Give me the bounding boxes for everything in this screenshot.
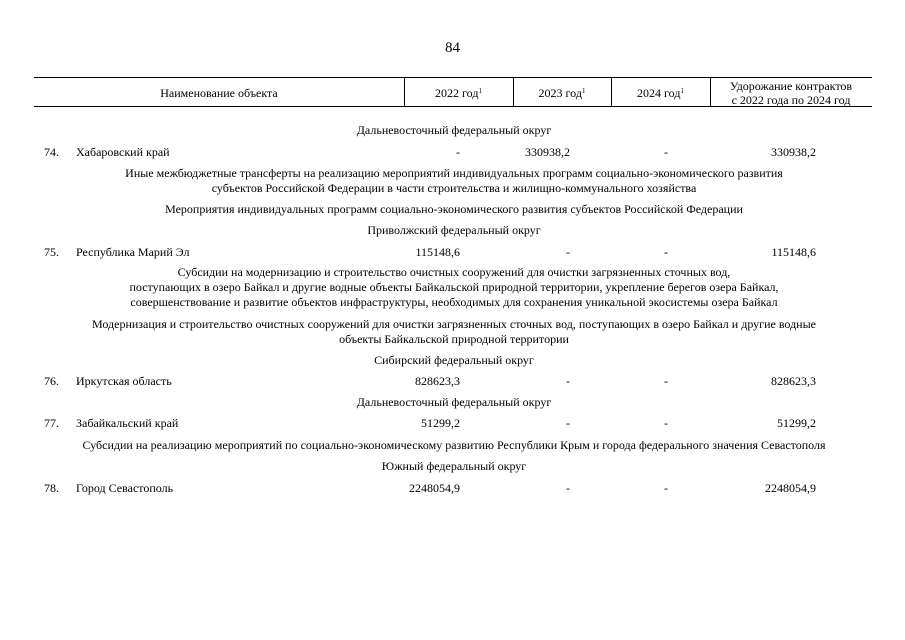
row-increase: 2248054,9 — [765, 481, 816, 495]
section-heading: Сибирский федеральный округ — [374, 353, 534, 367]
row-name: Хабаровский край — [76, 145, 170, 159]
row-number: 77. — [44, 416, 59, 430]
row-2024: - — [664, 416, 668, 430]
row-2022: 51299,2 — [421, 416, 460, 430]
section-heading: Южный федеральный округ — [381, 459, 527, 473]
row-2022: - — [456, 145, 460, 159]
row-increase: 115148,6 — [771, 245, 816, 259]
header-name: Наименование объекта — [160, 86, 278, 100]
row-2023: - — [566, 374, 570, 388]
page-number: 84 — [445, 40, 460, 56]
row-2024: - — [664, 145, 668, 159]
row-2023: - — [566, 416, 570, 430]
row-2023: - — [566, 481, 570, 495]
header-increase: Удорожание контрактов с 2022 года по 2024 год — [729, 79, 853, 107]
row-2023: - — [566, 245, 570, 259]
section-heading: Модернизация и строительство очистных сооружений для очистки загрязненных сточных вод, поступающих в озеро Байкал и другие водные объекты Байкальской природной территории — [91, 317, 816, 346]
row-name: Иркутская область — [76, 374, 172, 388]
row-2023: 330938,2 — [525, 145, 570, 159]
row-number: 76. — [44, 374, 59, 388]
section-heading: Субсидии на модернизацию и строительство очистных сооружений для очистки загрязненных сточных вод, поступающих в озеро Байкал и другие водные объекты Байкальской природной территории, укрепление берегов озера Байкал, совершенствование и развитие объектов инфраструктуры, необходимых для сохранения уникальной экосистемы озера Байкал — [129, 265, 779, 309]
row-number: 74. — [44, 145, 59, 159]
row-increase: 330938,2 — [771, 145, 816, 159]
row-2024: - — [664, 374, 668, 388]
row-increase: 828623,3 — [771, 374, 816, 388]
section-heading: Приволжский федеральный округ — [367, 223, 541, 237]
row-name: Забайкальский край — [76, 416, 179, 430]
row-2024: - — [664, 481, 668, 495]
row-2024: - — [664, 245, 668, 259]
row-number: 75. — [44, 245, 59, 259]
row-increase: 51299,2 — [777, 416, 816, 430]
section-heading: Дальневосточный федеральный округ — [356, 123, 552, 137]
row-2022: 2248054,9 — [409, 481, 460, 495]
row-number: 78. — [44, 481, 59, 495]
row-name: Республика Марий Эл — [76, 245, 190, 259]
header-2024: 2024 год$^1$ — [637, 86, 684, 100]
row-name: Город Севастополь — [76, 481, 174, 495]
header-2023: 2023 год$^1$ — [538, 86, 586, 100]
section-heading: Субсидии на реализацию мероприятий по социально-экономическому развитию Республики Крым и города федерального значения Севастополя — [82, 438, 826, 452]
header-top-border — [34, 77, 872, 78]
header-2022: 2022 год$^1$ — [435, 86, 482, 100]
section-heading: Дальневосточный федеральный округ — [356, 395, 552, 409]
row-2022: 115148,6 — [415, 245, 460, 259]
section-heading: Мероприятия индивидуальных программ социально-экономического развития субъектов Российской Федерации — [165, 202, 743, 216]
row-2022: 828623,3 — [415, 374, 460, 388]
section-heading: Иные межбюджетные трансферты на реализацию мероприятий индивидуальных программ социально-экономического развития субъектов Российской Федерации в части строительства и жилищно-коммунального хозяйства — [125, 166, 783, 195]
